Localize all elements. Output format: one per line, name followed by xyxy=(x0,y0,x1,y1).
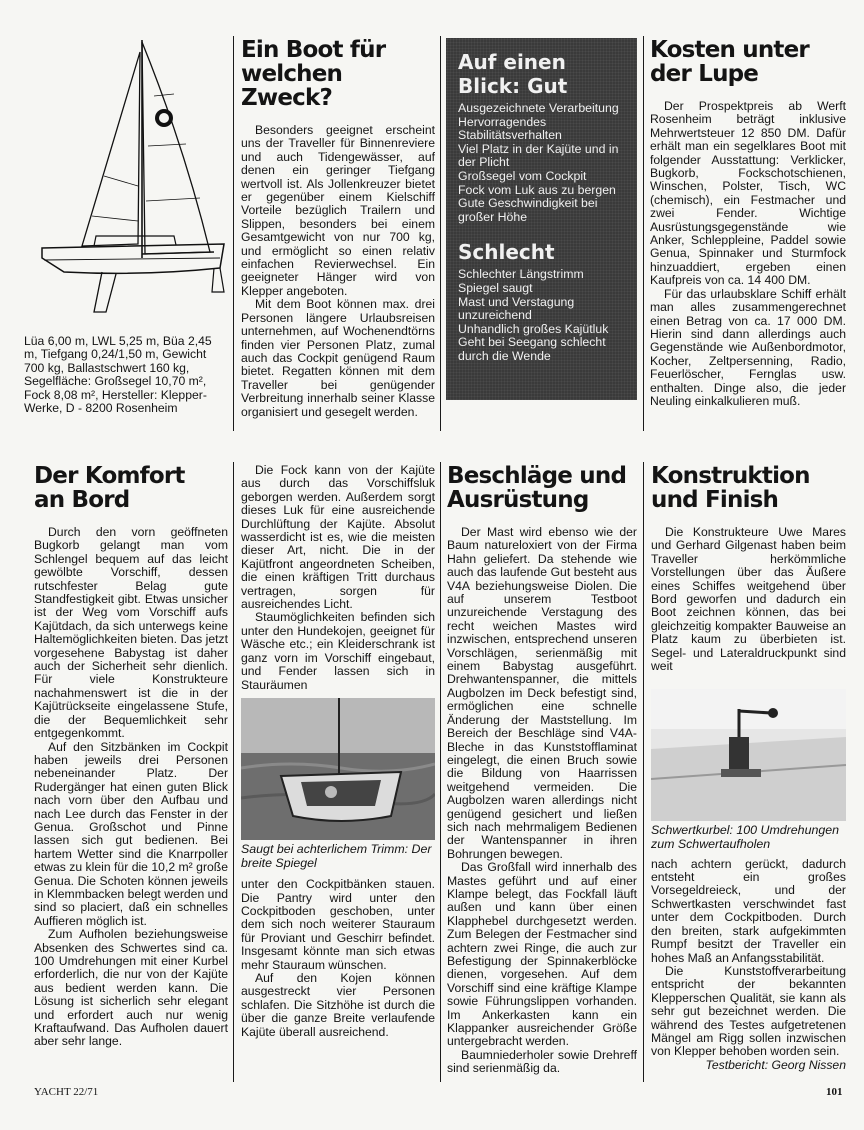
section-title: Beschläge und Ausrüstung xyxy=(447,464,627,513)
column-rule xyxy=(233,462,234,1082)
section-title: Kosten unter der Lupe xyxy=(650,38,809,87)
section-konstruktion xyxy=(651,464,846,1080)
author-signature: Testbericht: Georg Nissen xyxy=(705,1057,846,1072)
paragraph: Auf den Kojen können ausgestreckt vier Personen schlafen. Die Sitzhöhe ist durch die über die ganze Breite verlaufende Kajüte überall ausreichend. xyxy=(241,970,435,1039)
boat-drawing-column xyxy=(24,36,228,431)
column-rule xyxy=(440,462,441,1082)
section-komfort xyxy=(34,464,228,1080)
section-title: Konstruktion und Finish xyxy=(651,464,810,513)
list-item: Schlechter Längstrimm xyxy=(458,267,584,282)
list-item: Gute Geschwindigkeit bei großer Höhe xyxy=(458,196,598,224)
good-list xyxy=(458,102,627,224)
summary-good-title: Auf einen Blick: Gut xyxy=(458,50,568,98)
list-item: Mast und Verstagung unzureichend xyxy=(458,294,575,323)
paragraph: Besonders geeignet erscheint uns der Traveller für Binnenreviere und auch Tidengewässer, auf denen ein geringer Tiefgang wertvoll ist. Als Jollenkreuzer bietet er gegenüber einem Kielschiff Vorteile bezüglich Trailern und Slippen, besonders bei einem Gesamtgewicht von nur 700 kg, und ermöglicht so einen relativ einfachen Revierwechsel. Ein geeigneter Hänger wird von Klepper angeboten. xyxy=(241,123,435,298)
list-item: Viel Platz in der Kajüte und in der Plicht xyxy=(458,141,619,170)
paragraph: Baumniederholer sowie Drehreff sind serienmäßig da. xyxy=(447,1047,637,1076)
paragraph: Durch den vorn geöffneten Bugkorb gelangt man vom Schlengel bequem auf das leicht gewölbte Vorschiff, dessen rutschfester Belag gute Standfestigkeit gibt. Etwas unsicher ist der Weg vom Vorschiff aufs Kajütdach, da sich unterwegs keine Haltemöglichkeiten bieten. Das jetzt vorgesehene Babystag ist daher auch der Sicherheit sehr dienlich. Für viele Konstrukteure nachahmenswert ist die in der Kajütrückseite eingelassene Stufe, die der Bequemlichkeit sehr entgegenkommt. xyxy=(34,525,228,741)
column-rule xyxy=(440,36,441,431)
boat-specs: Lüa 6,00 m, LWL 5,25 m, Büa 2,45 m, Tiefgang 0,24/1,50 m, Gewicht 700 kg, Ballastschwert 160 kg, Segelfläche: Großsegel 10,70 m², Fock 8,08 m², Hersteller: Klepper-Werke, D - 8200 Rosenheim xyxy=(24,334,212,416)
list-item: Ausgezeichnete Verarbeitung xyxy=(458,101,619,115)
column-rule xyxy=(233,36,234,431)
paragraph: Für das urlaubsklare Schiff erhält man alles zusammengerechnet einen Betrag von ca. 17 000 DM. Hierin sind dann allerdings auch Gegenstände wie Außenbordmotor, Kocher, Zeltpersenning, Radio, Feuerlöscher, Fernglas usw. enthalten. Dinge also, die jeder Neuling einkalkulieren muß. xyxy=(650,286,846,408)
section-zweck xyxy=(241,38,435,430)
paragraph: Auf den Sitzbänken im Cockpit haben jeweils drei Personen nebeneinander Platz. Der Rudergänger hat einen guten Blick nach vorn über den Aufbau und nach Lee durch das Fenster in der Genua. Großschot und Pinne lassen sich gut bedienen. Bei hartem Wetter sind die Knarrpoller etwas zu klein für die 10,2 m² große Genua. Die Schoten können jeweils in Klemmbacken belegt werden und sind so placiert, daß ein schnelles Auffieren möglich ist. xyxy=(34,739,228,928)
section-title: Der Komfort an Bord xyxy=(34,464,185,513)
paragraph: nach achtern gerückt, dadurch entsteht ein großes Vorsegeldreieck, und der Schwertkasten verschwindet fast unter dem Cockpitboden. Durch den breiten, stark aufgekimmten Rumpf besitzt der Traveller ein hohes Maß an Anfangsstabilität. xyxy=(651,856,846,965)
crank-photo xyxy=(651,689,846,821)
list-item: Unhandlich großes Kajütluk xyxy=(458,321,609,336)
section-title: Ein Boot für welchen Zweck? xyxy=(241,38,386,111)
footer-issue: YACHT 22/71 xyxy=(34,1086,99,1098)
list-item: Fock vom Luk aus zu bergen xyxy=(458,182,616,197)
paragraph: Das Großfall wird innerhalb des Mastes geführt und auf einer Klampe belegt, das Fockfall läuft außen und kann über einen Klapphebel durchgesetzt werden. Zum Belegen der Festmacher sind achtern zwei Ringe, die auch zur Befestigung der Spinnakerblöcke dienen, vorgesehen. Auf dem Vorschiff sind eine kräftige Klampe sowie Führungslippen vorhanden. Im Ankerkasten kann ein Klappanker ausreichender Größe untergebracht werden. xyxy=(447,860,637,1049)
paragraph: Die Konstrukteure Uwe Mares und Gerhard Gilgenast haben beim Traveller herkömmliche Vorstellungen über das Äußere eines Schiffes weitgehend über Bord geworfen und dadurch ein Boot zeichnen können, das bei gleichzeitig kompakter Bauweise an Platz kaum zu überbieten ist. Segel- und Lateraldruckpunkt sind weit xyxy=(651,525,846,674)
paragraph: Die Kunststoffverarbeitung entspricht der bekannten Klepperschen Qualität, sie kann als sehr gut bezeichnet werden. Die während des Testes aufgetretenen Mängel am Rigg sollen inzwischen von Klepper behoben worden sein. xyxy=(651,963,846,1059)
paragraph: Staumöglichkeiten befinden sich unter den Hundekojen, geeignet für Wäsche etc.; ein Kleiderschrank ist ganz vorn im Vorschiff eingebaut, und Fender lassen sich in Stauräumen xyxy=(241,610,435,692)
section-beschlaege xyxy=(447,464,637,1080)
column-rule xyxy=(643,36,644,431)
paragraph: Die Fock kann von der Kajüte aus durch das Vorschiffsluk geborgen werden. Außerdem sorgt dieses Luk für eine ausreichende Durchlüftung der Kajüte. Absolut wasserdicht ist es, wie die meisten dieser Art, nicht. Die in der Kajütfront angeordneten Scheiben, die einen kräftigen Tritt durchaus vertragen, sorgen für ausreichendes Licht. xyxy=(241,464,435,612)
paragraph: Der Prospektpreis ab Werft Rosenheim beträgt inklusive Mehrwertsteuer 12 850 DM. Dafür erhält man ein segelklares Boot mit folgender Ausstattung: Verklicker, Bugkorb, Fockschotschienen, Winschen, Polster, Tisch, WC (chemisch), ein Festmacher und zwei Fender. Wichtige Ausrüstungsgegenstände wie Anker, Schleppleine, Paddel sowie Genua, Spinnaker und Sturmfock hinzuaddiert, ergeben einen Kaufpreis von ca. 14 400 DM. xyxy=(650,99,846,288)
list-item: Großsegel vom Cockpit xyxy=(458,168,587,183)
list-item: Hervorragendes Stabilitätsverhalten xyxy=(458,114,562,143)
paragraph: Der Mast wird ebenso wie der Baum natureloxiert von der Firma Hahn geliefert. Da stehende wie auch das laufende Gut besteht aus V4A beziehungsweise Diolen. Die auf unserem Testboot unzureichende Verstagung des recht weichen Mastes wird inzwischen, entsprechend unseren Vorschlägen, serienmäßig mit einem Babystag ausgeführt. Drehwantenspanner, die mittels Augbolzen im Deck befestigt sind, ermöglichen eine schnelle Änderung der Maststellung. Im Bereich der Beschläge sind V4A-Bleche in das Kunststofflaminat eingelegt, die einen Bruch sowie die Bildung von Haarrissen weitgehend vermeiden. Die Augbolzen waren allerdings nicht genügend gesichert und ließen sich nach mehrmaligem Bedienen der Wantenspanner in ihren Bohrungen bewegen. xyxy=(447,525,637,861)
list-item: Geht bei Seegang schlecht durch die Wende xyxy=(458,335,606,363)
section-komfort-continued xyxy=(241,464,435,1080)
paragraph: Mit dem Boot können max. drei Personen längere Urlaubsreisen unternehmen, auf Wochenendtörns finden vier Personen Platz, zumal auch das Cockpit genügend Raum bietet. Regatten können mit dem Traveller bei genügender Verbreitung innerhalb seiner Klasse organisiert und gesegelt werden. xyxy=(241,297,435,419)
section-kosten xyxy=(650,38,846,430)
column-rule xyxy=(643,462,644,1082)
paragraph: unter den Cockpitbänken stauen. Die Pantry wird unter den Cockpitboden geschoben, unter dem sich noch weiterer Stauraum für Proviant und Geschirr befindet. Insgesamt könnte man sich etwas mehr Stauraum wünschen. xyxy=(241,877,435,972)
stern-photo xyxy=(241,698,435,840)
summary-box xyxy=(446,38,637,400)
sailboat-drawing xyxy=(24,36,228,326)
photo-caption: Schwertkurbel: 100 Umdrehungen zum Schwertaufholen xyxy=(651,823,840,852)
list-item: Spiegel saugt xyxy=(458,280,533,295)
bad-list xyxy=(458,268,627,363)
page-number: 101 xyxy=(826,1086,843,1098)
paragraph: Zum Aufholen beziehungsweise Absenken des Schwertes sind ca. 100 Umdrehungen mit einer Kurbel erforderlich, die nur von der Kajüte aus bedient werden kann. Die Lösung ist sicherlich sehr elegant und erfordert auch nur wenig Kraftaufwand. Das Aufholen dauert aber sehr lange. xyxy=(34,927,228,1049)
photo-caption: Saugt bei achterlichem Trimm: Der breite Spiegel xyxy=(241,841,432,870)
summary-bad-title: Schlecht xyxy=(458,240,555,265)
